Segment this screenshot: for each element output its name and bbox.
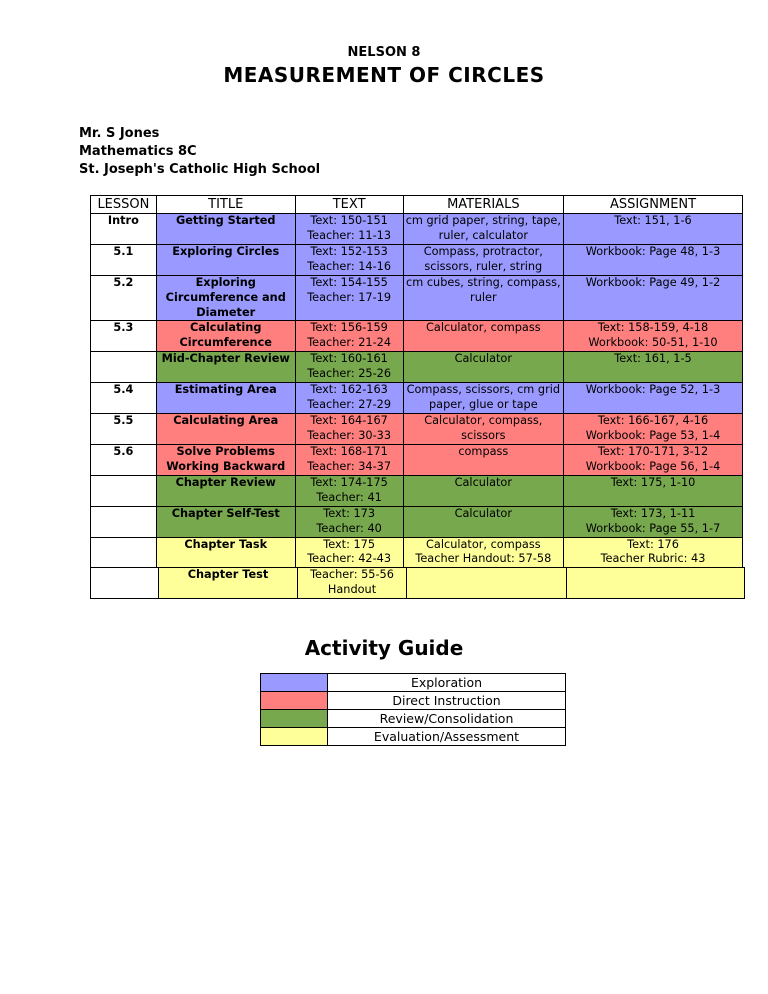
assignment-cell: Workbook: Page 48, 1-3 [564, 245, 743, 276]
legend-label: Direct Instruction [328, 692, 566, 710]
legend-swatch-direct-instruction [261, 692, 328, 710]
lesson-cell: Intro [91, 214, 157, 245]
lesson-cell [91, 568, 159, 599]
activity-guide-title: Activity Guide [304, 636, 464, 660]
activity-guide-legend [260, 673, 566, 746]
text-cell: Teacher: 55-56 Handout [298, 568, 407, 599]
lesson-cell: 5.6 [91, 445, 157, 476]
title-cell: Chapter Review [156, 476, 295, 507]
assignment-cell: Workbook: Page 49, 1-2 [564, 276, 743, 321]
materials-cell: Calculator, compass, scissors [403, 414, 563, 445]
assignment-cell: Text: 166-167, 4-16 Workbook: Page 53, 1-4 [564, 414, 743, 445]
title-cell: Chapter Self-Test [156, 506, 295, 537]
materials-cell [407, 568, 567, 599]
assignment-cell: Text: 176 Teacher Rubric: 43 [564, 537, 743, 568]
legend-label: Exploration [328, 674, 566, 692]
lesson-cell: 5.3 [91, 321, 157, 352]
title-cell: Solve Problems Working Backward [156, 445, 295, 476]
table-row [91, 352, 743, 383]
column-header-materials: MATERIALS [403, 196, 563, 214]
doc-subtitle: NELSON 8 [347, 45, 421, 60]
text-cell: Text: 156-159 Teacher: 21-24 [295, 321, 403, 352]
table-row [91, 383, 743, 414]
table-row [91, 321, 743, 352]
materials-cell: Calculator [403, 506, 563, 537]
text-cell: Text: 150-151 Teacher: 11-13 [295, 214, 403, 245]
materials-cell: Calculator, compass Teacher Handout: 57-58 [403, 537, 563, 568]
title-cell: Mid-Chapter Review [156, 352, 295, 383]
schedule-table [90, 195, 743, 568]
assignment-cell: Text: 158-159, 4-18 Workbook: 50-51, 1-10 [564, 321, 743, 352]
title-cell: Exploring Circumference and Diameter [156, 276, 295, 321]
table-row [91, 476, 743, 507]
text-cell: Text: 174-175 Teacher: 41 [295, 476, 403, 507]
schedule-header-row [91, 196, 743, 214]
materials-cell: Compass, protractor, scissors, ruler, string [403, 245, 563, 276]
materials-cell: cm grid paper, string, tape, ruler, calculator [403, 214, 563, 245]
assignment-cell: Text: 161, 1-5 [564, 352, 743, 383]
school-name: St. Joseph's Catholic High School [79, 162, 321, 177]
legend-label: Evaluation/Assessment [328, 728, 566, 746]
column-header-title: TITLE [156, 196, 295, 214]
assignment-cell: Text: 175, 1-10 [564, 476, 743, 507]
table-row [91, 414, 743, 445]
table-row [91, 537, 743, 568]
table-row [91, 214, 743, 245]
doc-title: MEASUREMENT OF CIRCLES [223, 63, 545, 87]
assignment-cell [567, 568, 745, 599]
lesson-cell: 5.5 [91, 414, 157, 445]
materials-cell: Calculator [403, 476, 563, 507]
text-cell: Text: 160-161 Teacher: 25-26 [295, 352, 403, 383]
table-row [91, 506, 743, 537]
table-row [91, 445, 743, 476]
text-cell: Text: 173 Teacher: 40 [295, 506, 403, 537]
text-cell: Text: 164-167 Teacher: 30-33 [295, 414, 403, 445]
column-header-lesson: LESSON [91, 196, 157, 214]
lesson-cell: 5.1 [91, 245, 157, 276]
assignment-cell: Text: 151, 1-6 [564, 214, 743, 245]
lesson-cell [91, 352, 157, 383]
table-row [91, 245, 743, 276]
legend-swatch-review [261, 710, 328, 728]
text-cell: Text: 162-163 Teacher: 27-29 [295, 383, 403, 414]
lesson-cell [91, 537, 157, 568]
title-cell: Getting Started [156, 214, 295, 245]
materials-cell: Calculator [403, 352, 563, 383]
legend-row [261, 692, 566, 710]
legend-row [261, 728, 566, 746]
lesson-cell: 5.2 [91, 276, 157, 321]
text-cell: Text: 175 Teacher: 42-43 [295, 537, 403, 568]
column-header-text: TEXT [295, 196, 403, 214]
course-name: Mathematics 8C [79, 144, 197, 159]
title-cell: Chapter Task [156, 537, 295, 568]
teacher-name: Mr. S Jones [79, 126, 160, 141]
title-cell: Chapter Test [159, 568, 298, 599]
column-header-assignment: ASSIGNMENT [564, 196, 743, 214]
text-cell: Text: 168-171 Teacher: 34-37 [295, 445, 403, 476]
materials-cell: cm cubes, string, compass, ruler [403, 276, 563, 321]
legend-swatch-exploration [261, 674, 328, 692]
title-cell: Exploring Circles [156, 245, 295, 276]
materials-cell: compass [403, 445, 563, 476]
lesson-cell [91, 506, 157, 537]
assignment-cell: Text: 173, 1-11 Workbook: Page 55, 1-7 [564, 506, 743, 537]
legend-label: Review/Consolidation [328, 710, 566, 728]
lesson-cell: 5.4 [91, 383, 157, 414]
title-cell: Estimating Area [156, 383, 295, 414]
materials-cell: Calculator, compass [403, 321, 563, 352]
chapter-test-table [90, 567, 745, 599]
teacher-info [79, 125, 320, 179]
assignment-cell: Workbook: Page 52, 1-3 [564, 383, 743, 414]
title-cell: Calculating Circumference [156, 321, 295, 352]
text-cell: Text: 152-153 Teacher: 14-16 [295, 245, 403, 276]
materials-cell: Compass, scissors, cm grid paper, glue or tape [403, 383, 563, 414]
legend-row [261, 710, 566, 728]
legend-swatch-evaluation [261, 728, 328, 746]
legend-row [261, 674, 566, 692]
title-cell: Calculating Area [156, 414, 295, 445]
text-cell: Text: 154-155 Teacher: 17-19 [295, 276, 403, 321]
lesson-cell [91, 476, 157, 507]
table-row [91, 276, 743, 321]
assignment-cell: Text: 170-171, 3-12 Workbook: Page 56, 1-4 [564, 445, 743, 476]
chapter-test-row [91, 568, 745, 599]
